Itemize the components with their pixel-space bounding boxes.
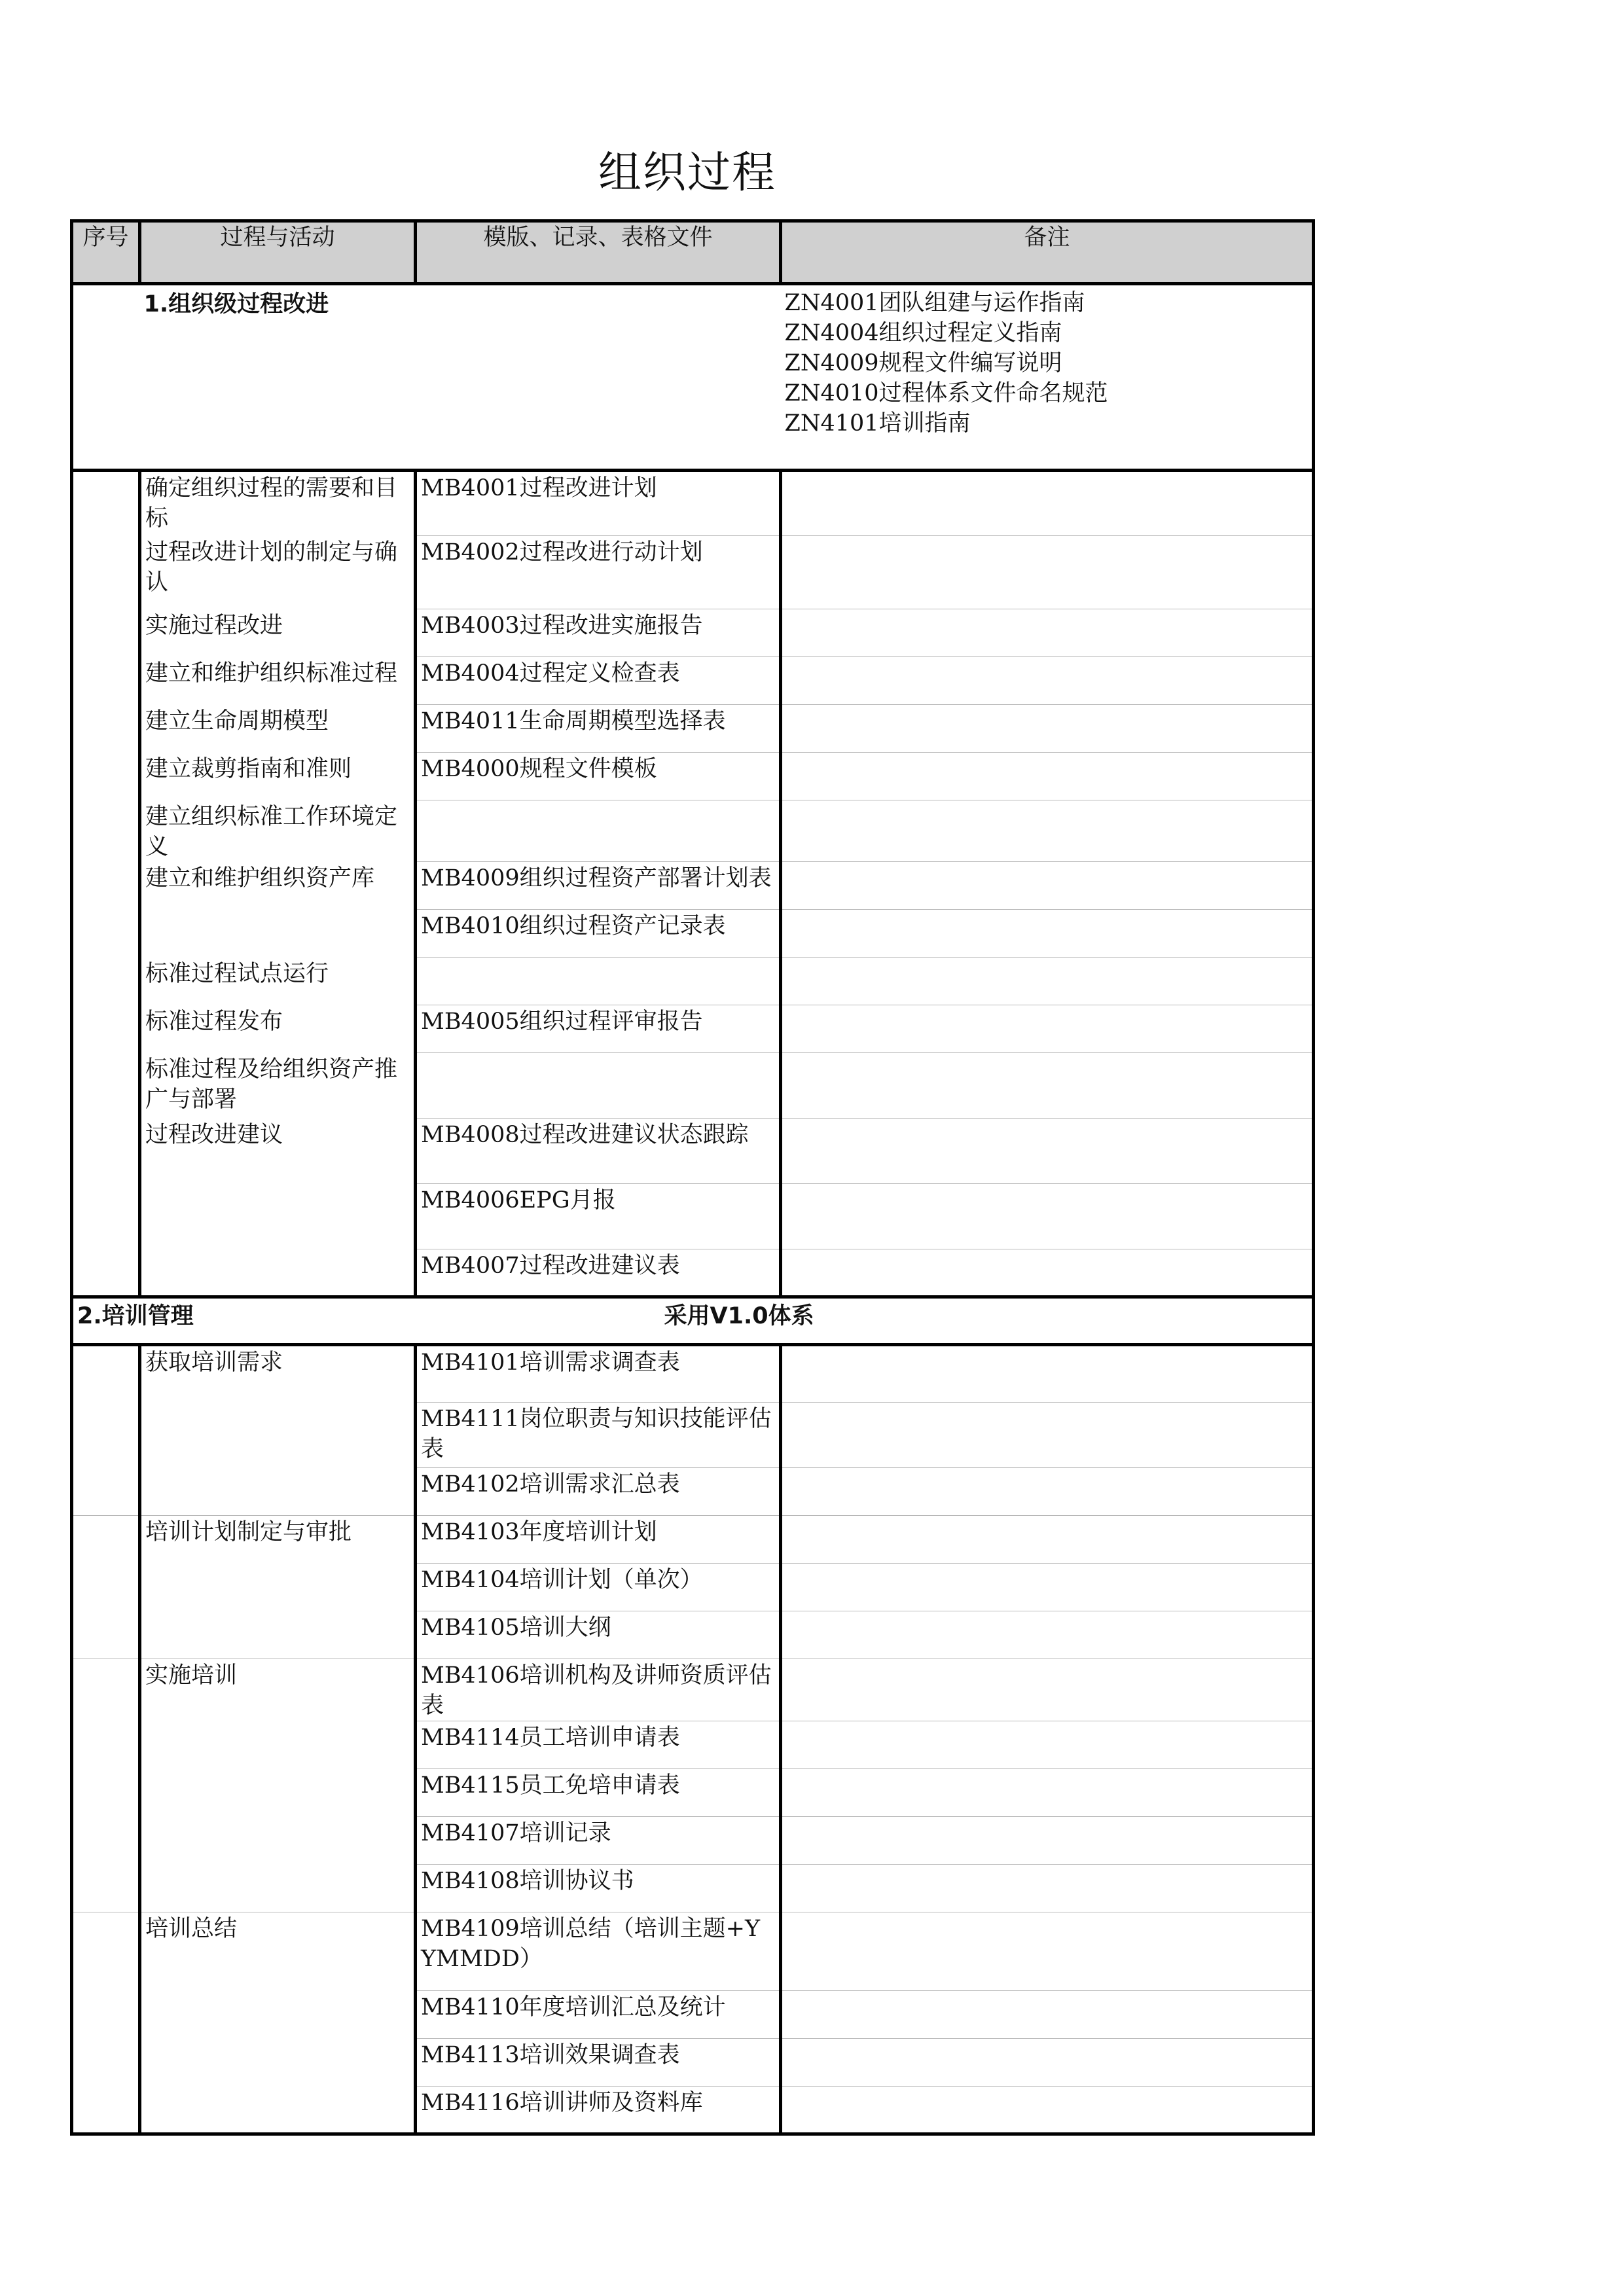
remarks-cell: [781, 1468, 1314, 1516]
template-cell: MB4108培训协议书: [416, 1865, 781, 1912]
header-seq: 序号: [72, 221, 140, 284]
section1-label: 1.组织级过程改进: [140, 284, 781, 471]
template-cell: MB4008过程改进建议状态跟踪: [416, 1119, 781, 1184]
activity-cell: 标准过程及给组织资产推广与部署: [140, 1053, 416, 1119]
header-activity: 过程与活动: [140, 221, 416, 284]
table-row: [72, 1516, 1314, 1564]
template-cell: MB4116培训讲师及资料库: [416, 2087, 781, 2134]
table-row: [72, 1005, 1314, 1053]
activity-cell: 标准过程试点运行: [140, 958, 416, 1005]
note-item: ZN4009规程文件编写说明: [784, 350, 1062, 376]
activity-cell: 建立组织标准工作环境定义: [140, 800, 416, 862]
activity-cell: 标准过程发布: [140, 1005, 416, 1053]
template-cell: MB4103年度培训计划: [416, 1516, 781, 1564]
remarks-cell: [781, 1817, 1314, 1865]
activity-cell: 过程改进建议: [140, 1119, 416, 1184]
template-cell: MB4011生命周期模型选择表: [416, 705, 781, 753]
remarks-cell: [781, 1345, 1314, 1403]
template-cell: MB4114员工培训申请表: [416, 1721, 781, 1769]
table-row: [72, 910, 1314, 958]
activity-cell: 实施培训: [140, 1659, 416, 1912]
remarks-cell: [781, 1516, 1314, 1564]
activity-cell: [140, 1249, 416, 1297]
table-row: [72, 958, 1314, 1005]
template-cell: MB4105培训大纲: [416, 1611, 781, 1659]
template-cell: [416, 1053, 781, 1119]
table-row: [72, 1119, 1314, 1184]
note-item: ZN4001团队组建与运作指南: [784, 290, 1085, 316]
table-row: [72, 536, 1314, 609]
activity-cell: 建立裁剪指南和准则: [140, 753, 416, 800]
section2-label: 2.培训管理: [72, 1297, 416, 1345]
activity-cell: 建立和维护组织标准过程: [140, 657, 416, 705]
template-cell: MB4000规程文件模板: [416, 753, 781, 800]
template-cell: MB4101培训需求调查表: [416, 1345, 781, 1403]
table-row: [72, 1053, 1314, 1119]
template-cell: MB4009组织过程资产部署计划表: [416, 862, 781, 910]
table-row: [72, 1912, 1314, 1991]
seq-cell: [72, 1516, 140, 1659]
table-row: [72, 1249, 1314, 1297]
activity-cell: [140, 910, 416, 958]
remarks-cell: [781, 1119, 1314, 1184]
table-row: [72, 753, 1314, 800]
activity-cell: 获取培训需求: [140, 1345, 416, 1516]
table-row: [72, 471, 1314, 536]
template-cell: MB4003过程改进实施报告: [416, 609, 781, 657]
remarks-cell: [781, 753, 1314, 800]
template-cell: MB4109培训总结（培训主题+YYMMDD）: [416, 1912, 781, 1991]
template-cell: [416, 800, 781, 862]
process-table: [70, 219, 1315, 2136]
remarks-cell: [781, 1403, 1314, 1468]
template-cell: MB4005组织过程评审报告: [416, 1005, 781, 1053]
note-item: ZN4010过程体系文件命名规范: [784, 380, 1108, 406]
remarks-cell: [781, 862, 1314, 910]
remarks-cell: [781, 1053, 1314, 1119]
activity-cell: 实施过程改进: [140, 609, 416, 657]
template-cell: MB4111岗位职责与知识技能评估表: [416, 1403, 781, 1468]
seq-cell: [72, 1659, 140, 1912]
remarks-cell: [781, 1912, 1314, 1991]
remarks-cell: [781, 1769, 1314, 1817]
remarks-cell: [781, 705, 1314, 753]
header-row: [72, 221, 1314, 284]
remarks-cell: [781, 471, 1314, 536]
section2-note: 采用V1.0体系: [416, 1297, 1314, 1345]
note-item: ZN4004组织过程定义指南: [784, 320, 1062, 346]
remarks-cell: [781, 1184, 1314, 1249]
activity-cell: 确定组织过程的需要和目标: [140, 471, 416, 536]
activity-cell: 建立和维护组织资产库: [140, 862, 416, 910]
table-row: [72, 1659, 1314, 1721]
table-row: [72, 609, 1314, 657]
remarks-cell: [781, 800, 1314, 862]
template-cell: MB4001过程改进计划: [416, 471, 781, 536]
remarks-cell: [781, 1564, 1314, 1611]
table-row: [72, 705, 1314, 753]
remarks-cell: [781, 1721, 1314, 1769]
remarks-cell: [781, 1249, 1314, 1297]
remarks-cell: [781, 1005, 1314, 1053]
template-cell: MB4115员工免培申请表: [416, 1769, 781, 1817]
template-cell: MB4104培训计划（单次）: [416, 1564, 781, 1611]
table-row: [72, 657, 1314, 705]
template-cell: MB4113培训效果调查表: [416, 2039, 781, 2087]
remarks-cell: [781, 958, 1314, 1005]
remarks-cell: [781, 1611, 1314, 1659]
template-cell: MB4110年度培训汇总及统计: [416, 1991, 781, 2039]
template-cell: MB4007过程改进建议表: [416, 1249, 781, 1297]
table-row: [72, 862, 1314, 910]
template-cell: MB4107培训记录: [416, 1817, 781, 1865]
template-cell: MB4002过程改进行动计划: [416, 536, 781, 609]
remarks-cell: [781, 1659, 1314, 1721]
table-row: [72, 800, 1314, 862]
template-cell: [416, 958, 781, 1005]
seq-cell: [72, 1345, 140, 1516]
section1-notes: [781, 284, 1314, 471]
remarks-cell: [781, 657, 1314, 705]
section1-header-row: [72, 284, 1314, 471]
note-item: ZN4101培训指南: [784, 410, 971, 437]
seq-cell: [72, 471, 140, 1297]
page-title: 组织过程: [598, 147, 776, 198]
activity-cell: 建立生命周期模型: [140, 705, 416, 753]
template-cell: MB4010组织过程资产记录表: [416, 910, 781, 958]
activity-cell: [140, 1184, 416, 1249]
section2-header-row: [72, 1297, 1314, 1345]
remarks-cell: [781, 609, 1314, 657]
template-cell: MB4102培训需求汇总表: [416, 1468, 781, 1516]
header-remarks: 备注: [781, 221, 1314, 284]
remarks-cell: [781, 910, 1314, 958]
seq-cell: [72, 1912, 140, 2134]
table-row: [72, 1184, 1314, 1249]
activity-cell: 过程改进计划的制定与确认: [140, 536, 416, 609]
table-row: [72, 1345, 1314, 1403]
remarks-cell: [781, 2087, 1314, 2134]
template-cell: MB4004过程定义检查表: [416, 657, 781, 705]
template-cell: MB4106培训机构及讲师资质评估表: [416, 1659, 781, 1721]
remarks-cell: [781, 536, 1314, 609]
remarks-cell: [781, 1865, 1314, 1912]
header-template: 模版、记录、表格文件: [416, 221, 781, 284]
remarks-cell: [781, 1991, 1314, 2039]
remarks-cell: [781, 2039, 1314, 2087]
activity-cell: 培训计划制定与审批: [140, 1516, 416, 1659]
activity-cell: 培训总结: [140, 1912, 416, 2134]
template-cell: MB4006EPG月报: [416, 1184, 781, 1249]
